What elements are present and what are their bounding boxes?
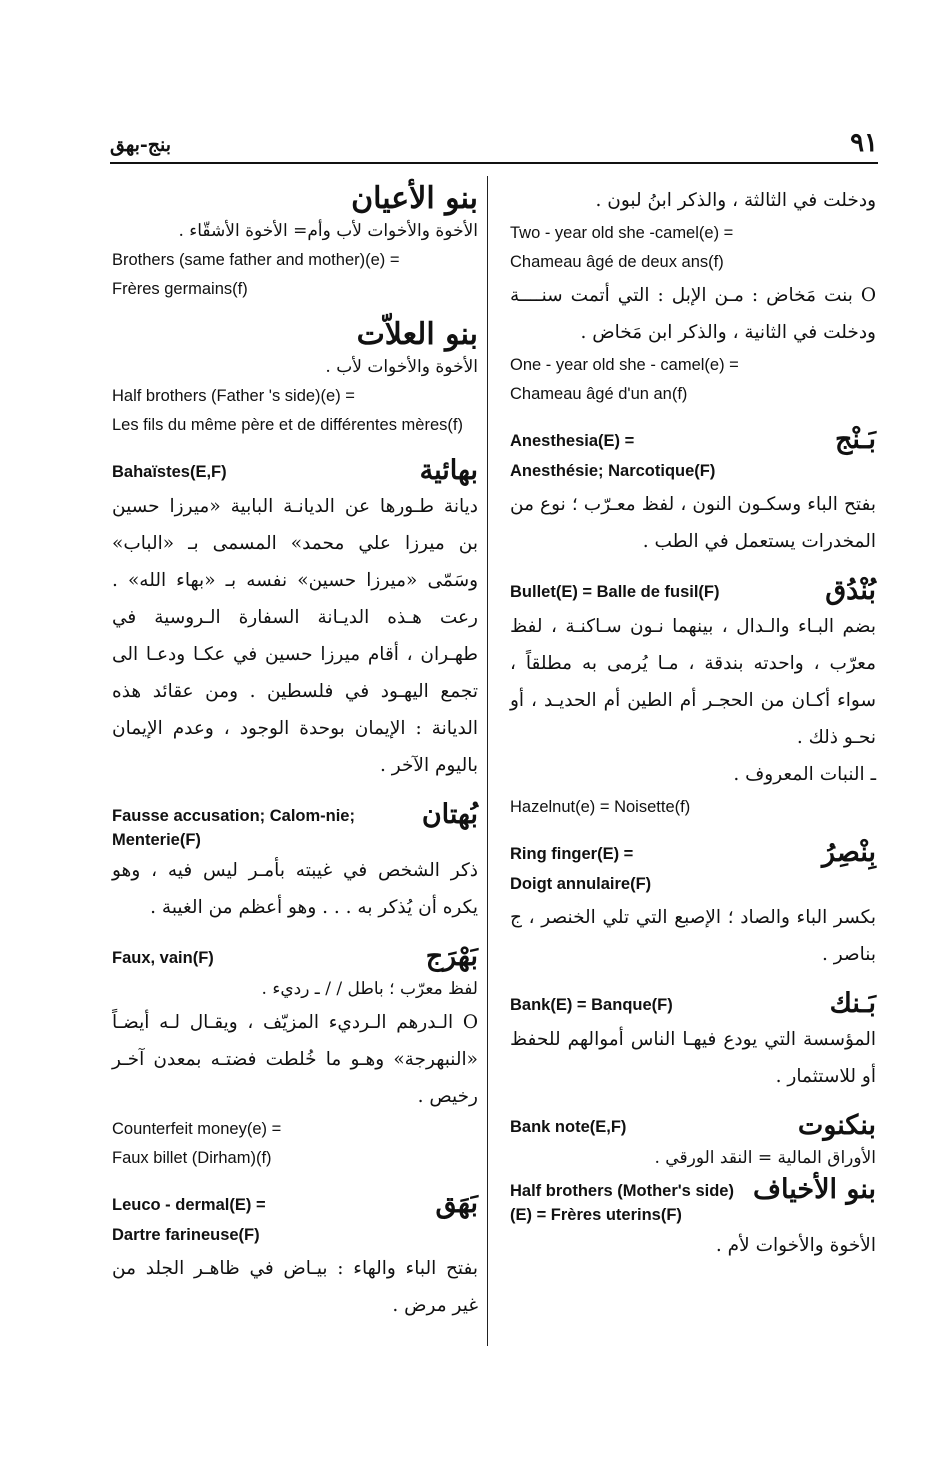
headword-translation: Fausse accusation; Calom-nie; Menterie(F) <box>112 807 355 849</box>
entry-heading <box>112 1187 478 1221</box>
arabic-definition: لفظ معرّب ؛ باطل / / ـ رديء . <box>261 979 478 999</box>
entry-heading <box>510 987 876 1021</box>
headword: بَـنك <box>829 988 876 1019</box>
translation-line: Dartre farineuse(F) <box>112 1226 260 1244</box>
spacer <box>510 1095 876 1109</box>
spacer <box>112 1173 478 1187</box>
arabic-definition: بضم البـاء والـدال ، بينهما نـون سـاكنـة ، لفظ معرّب ، واحدته بندقة ، مـا يُرمى به مطلقاً ، سواء أكـان من الحجـر أم الطين أم الحديـد ، أو نحـو ذلك . <box>510 616 876 748</box>
entry-heading <box>112 798 478 852</box>
translation-line: Brothers (same father and mother)(e) = <box>112 251 400 269</box>
translation-line: Chameau âgé de deux ans(f) <box>510 253 724 271</box>
headword: بنكنوت <box>797 1110 876 1141</box>
translation-line: Anesthésie; Narcotique(F) <box>510 462 716 480</box>
translation-line: Chameau âgé d'un an(f) <box>510 385 688 403</box>
translation-line: Doigt annulaire(F) <box>510 875 652 893</box>
headword: بنو الأخياف <box>753 1174 876 1205</box>
page-number: ٩١ <box>850 128 878 158</box>
translation-line: One - year old she - camel(e) = <box>510 356 739 374</box>
headword-translation: Bahaïstes(E,F) <box>112 463 227 481</box>
spacer <box>112 440 478 454</box>
translation-line: Hazelnut(e) = Noisette(f) <box>510 798 691 816</box>
right-column <box>510 182 876 1264</box>
entry-heading <box>510 574 876 608</box>
arabic-definition: O بنت مَخاض : مـن الإبل : التي أتمت سنــــة ودخلت في الثانية ، والذكر ابن مَخاض . <box>510 285 876 343</box>
translation-line: Half brothers (Father 's side)(e) = <box>112 387 355 405</box>
headword-translation: Bank(E) = Banque(F) <box>510 996 673 1014</box>
arabic-definition: ـ النبات المعروف . <box>733 764 876 785</box>
entry-heading <box>510 836 876 870</box>
translation-line: Counterfeit money(e) = <box>112 1120 282 1138</box>
headword-translation: Ring finger(E) = <box>510 845 634 863</box>
arabic-definition: بكسر الباء والصاد ؛ الإصبع التي تلي الخنصر ، ج بناصر . <box>510 907 876 965</box>
headword: بنو الأعيان <box>351 181 478 216</box>
entry-heading <box>112 454 478 488</box>
arabic-definition: الأوراق المالية = النقد الورقي . <box>654 1148 876 1168</box>
translation-line: Frères germains(f) <box>112 280 248 298</box>
spacer <box>112 926 478 940</box>
arabic-definition: بفتح الباء وسكـون النون ، لفظ معـرّب ؛ نوع من المخدرات يستعمل في الطب . <box>510 494 876 552</box>
spacer <box>510 560 876 574</box>
left-column <box>112 182 478 1324</box>
arabic-definition: ديانة طـورها عن الديانـة البابية «ميرزا حسين بن ميرزا علي محمد» المسمى بـ «الباب» وسَمّى «ميرزا حسين» نفسه بـ «بهاء الله» . رعت هـذه الديـانة السفارة الـروسية في طهـران ، أقام ميرزا حسين في عكـا ودعـا الى تجمع اليهـود في فلسطين . ومن عقائد هذه الديانة : الإيمان بوحدة الوجود ، وعدم الإيمان باليوم الآخر . <box>112 496 478 776</box>
column-divider <box>487 176 488 1346</box>
header-rule <box>110 162 878 164</box>
headword: بنو العلاّت <box>356 317 478 352</box>
arabic-definition: الأخوة والأخوات لأم . <box>715 1235 876 1256</box>
headword: بُنْدُق <box>825 575 876 606</box>
spacer <box>112 304 478 318</box>
headword-translation: Bullet(E) = Balle de fusil(F) <box>510 583 720 601</box>
spacer <box>510 973 876 987</box>
spacer <box>112 784 478 798</box>
arabic-definition: المؤسسة التي يودع فيهـا الناس أموالهم للحفظ أو للاستثمار . <box>510 1029 876 1087</box>
headword-translation: Leuco - dermal(E) = <box>112 1196 266 1214</box>
arabic-definition: بفتح الباء والهاء : بيـاض في ظاهـر الجلد من غير مرض . <box>112 1258 478 1316</box>
spacer <box>510 409 876 423</box>
arabic-definition: الأخوة والأخوات لأب . <box>325 357 478 377</box>
arabic-definition: O الـدرهم الـرديء المزيّف ، ويقـال لـه أيضـاً «النبهرجة» وهـو ما خُلطت فضتـه بمعدن آخـر رخيص . <box>112 1012 478 1107</box>
entry-heading <box>510 1173 876 1227</box>
headword-translation: Half brothers (Mother's side)(E) = Frères uterins(F) <box>510 1182 734 1224</box>
entry-range-header: بنج-بهق <box>110 134 172 156</box>
headword: بهائية <box>419 455 478 486</box>
headword: بَهْرَج <box>425 941 478 972</box>
headword-translation: Bank note(E,F) <box>510 1118 627 1136</box>
headword: بُهتان <box>421 799 478 830</box>
arabic-definition: الأخوة والأخوات لأب وأم= الأخوة الأشقّاء . <box>178 221 478 241</box>
headword: بَـنْج <box>834 424 876 455</box>
headword-translation: Faux, vain(F) <box>112 949 214 967</box>
arabic-definition: ودخلت في الثالثة ، والذكر ابنُ لبون . <box>595 190 876 211</box>
headword-translation: Anesthesia(E) = <box>510 432 635 450</box>
headword: بَهَق <box>435 1188 478 1219</box>
entry-heading <box>510 1109 876 1143</box>
translation-line: Two - year old she -camel(e) = <box>510 224 734 242</box>
translation-line: Faux billet (Dirham)(f) <box>112 1149 272 1167</box>
translation-line: Les fils du même père et de différentes mères(f) <box>112 416 463 434</box>
headword: بِنْصِرُ <box>822 837 876 868</box>
entry-heading <box>112 940 478 974</box>
entry-heading <box>510 423 876 457</box>
arabic-definition: ذكر الشخص في غيبته بأمـر ليس فيه ، وهو يكره أن يُذكر به . . . وهو أعظم من الغيبة . <box>112 860 478 918</box>
spacer <box>510 822 876 836</box>
